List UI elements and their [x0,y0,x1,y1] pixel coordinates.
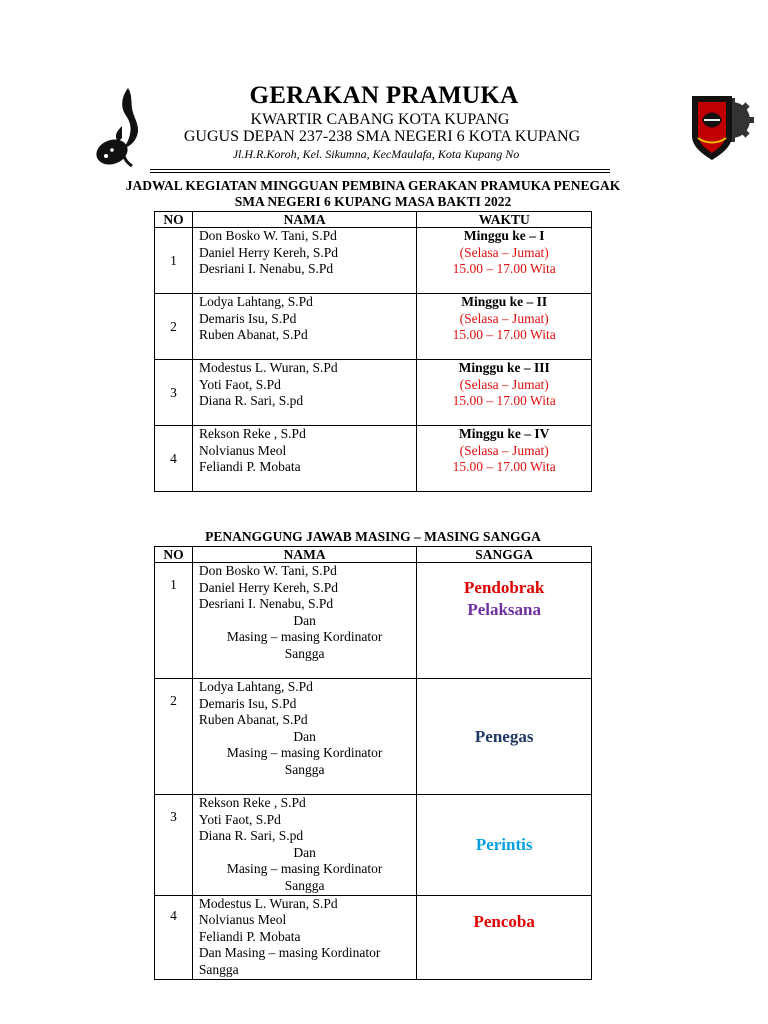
col-header-nama: NAMA [192,212,416,228]
pembina-name: Yoti Faot, S.Pd [198,376,281,392]
pembina-name: Yoti Faot, S.Pd [198,811,281,827]
row-number: 2 [155,679,193,795]
col-header-sangga: SANGGA [417,547,592,563]
pembina-name: Daniel Herry Kereh, S.Pd [198,244,339,260]
schedule-time [417,228,592,294]
table-row [155,294,592,360]
row-number: 1 [155,563,193,679]
schedule-time [417,294,592,360]
row-number: 1 [155,228,193,294]
sangga-cell [417,563,592,679]
days-label: (Selasa – Jumat) [459,310,549,326]
org-subtitle-gugus-depan: GUGUS DEPAN 237-238 SMA NEGERI 6 KOTA KUPANG [183,128,581,145]
row-number: 3 [155,360,193,426]
table-row [155,426,592,492]
dan-label: Dan [293,728,316,744]
sangga-name: Perintis [475,834,533,854]
dan-label: Dan [293,844,316,860]
table-row [155,360,592,426]
coordinator-label: Dan Masing – masing Kordinator [198,945,381,961]
time-label: 15.00 – 17.00 Wita [452,459,556,475]
sangga-name: Pencoba [473,911,535,931]
pembina-names [192,426,416,492]
pembina-name: Modestus L. Wuran, S.Pd [198,360,338,375]
pembina-names [192,294,416,360]
pembina-name: Rekson Reke , S.Pd [198,426,306,441]
row-number: 3 [155,795,193,896]
row-number: 4 [155,426,193,492]
pembina-names [192,360,416,426]
pembina-name: Desriani I. Nenabu, S.Pd [198,596,334,612]
col-header-no: NO [155,547,193,563]
coordinator-label-sangga: Sangga [284,877,325,893]
pembina-name: Lodya Lahtang, S.Pd [198,294,313,309]
col-header-waktu: WAKTU [417,212,592,228]
days-label: (Selasa – Jumat) [459,376,549,392]
responsible-title: PENANGGUNG JAWAB MASING – MASING SANGGA [205,529,541,544]
week-label: Minggu ke – II [461,294,548,309]
pembina-names [192,563,416,679]
pembina-name: Ruben Abanat, S.Pd [198,327,308,343]
col-header-nama: NAMA [192,547,416,563]
days-label: (Selasa – Jumat) [459,442,549,458]
table-row [155,563,592,679]
responsible-table [154,546,592,980]
pembina-name: Ruben Abanat, S.Pd [198,712,308,728]
schedule-title: JADWAL KEGIATAN MINGGUAN PEMBINA GERAKAN PRAMUKA PENEGAK [125,178,621,193]
pembina-name: Modestus L. Wuran, S.Pd [198,895,338,911]
table-row [155,795,592,896]
sangga-name: Pendobrak [464,578,545,597]
coordinator-label-sangga: Sangga [284,645,325,661]
schedule-header-row [155,212,592,228]
pembina-name: Desriani I. Nenabu, S.Pd [198,261,334,277]
week-label: Minggu ke – I [463,228,545,243]
time-label: 15.00 – 17.00 Wita [452,261,556,277]
pembina-names [192,228,416,294]
pembina-name: Don Bosko W. Tani, S.Pd [198,563,337,578]
sangga-cell [417,795,592,896]
pembina-name: Feliandi P. Mobata [198,459,301,475]
pembina-names [192,895,416,979]
table-row [155,228,592,294]
schedule-time [417,360,592,426]
pembina-name: Rekson Reke , S.Pd [198,795,306,810]
week-label: Minggu ke – IV [459,426,550,441]
pembina-name: Demaris Isu, S.Pd [198,310,297,326]
table-row [155,679,592,795]
days-label: (Selasa – Jumat) [459,244,549,260]
pembina-names [192,795,416,896]
coordinator-label-sangga: Sangga [198,961,239,977]
coordinator-label: Masing – masing Kordinator [226,861,383,877]
sangga-cell [417,895,592,979]
schedule-time [417,426,592,492]
week-label: Minggu ke – III [458,360,550,375]
pembina-name: Feliandi P. Mobata [198,928,301,944]
pembina-name: Demaris Isu, S.Pd [198,695,297,711]
sangga-name: Penegas [474,726,534,746]
row-number: 4 [155,895,193,979]
org-address: Jl.H.R.Koroh, Kel. Sikumna, KecMaulafa, Kota Kupang No [232,147,520,161]
coordinator-label-sangga: Sangga [284,761,325,777]
schedule-table [154,211,592,492]
schedule-subtitle: SMA NEGERI 6 KUPANG MASA BAKTI 2022 [234,194,512,209]
responsible-header-row [155,547,592,563]
pembina-name: Daniel Herry Kereh, S.Pd [198,579,339,595]
pembina-name: Nolvianus Meol [198,912,287,928]
pembina-names [192,679,416,795]
table-row [155,895,592,979]
sangga-cell [417,679,592,795]
coordinator-label: Masing – masing Kordinator [226,745,383,761]
org-subtitle-kwarcab: KWARTIR CABANG KOTA KUPANG [250,111,510,128]
pembina-name: Lodya Lahtang, S.Pd [198,679,313,694]
time-label: 15.00 – 17.00 Wita [452,393,556,409]
pembina-name: Don Bosko W. Tani, S.Pd [198,228,337,243]
dan-label: Dan [293,612,316,628]
pembina-name: Nolvianus Meol [198,442,287,458]
org-title: GERAKAN PRAMUKA [249,82,519,109]
col-header-no: NO [155,212,193,228]
coordinator-label: Masing – masing Kordinator [226,629,383,645]
pembina-name: Diana R. Sari, S.pd [198,828,304,844]
time-label: 15.00 – 17.00 Wita [452,327,556,343]
pembina-name: Diana R. Sari, S.pd [198,393,304,409]
sangga-name: Pelaksana [467,600,541,619]
header-divider [150,169,610,170]
header-divider-thin [150,172,610,173]
row-number: 2 [155,294,193,360]
